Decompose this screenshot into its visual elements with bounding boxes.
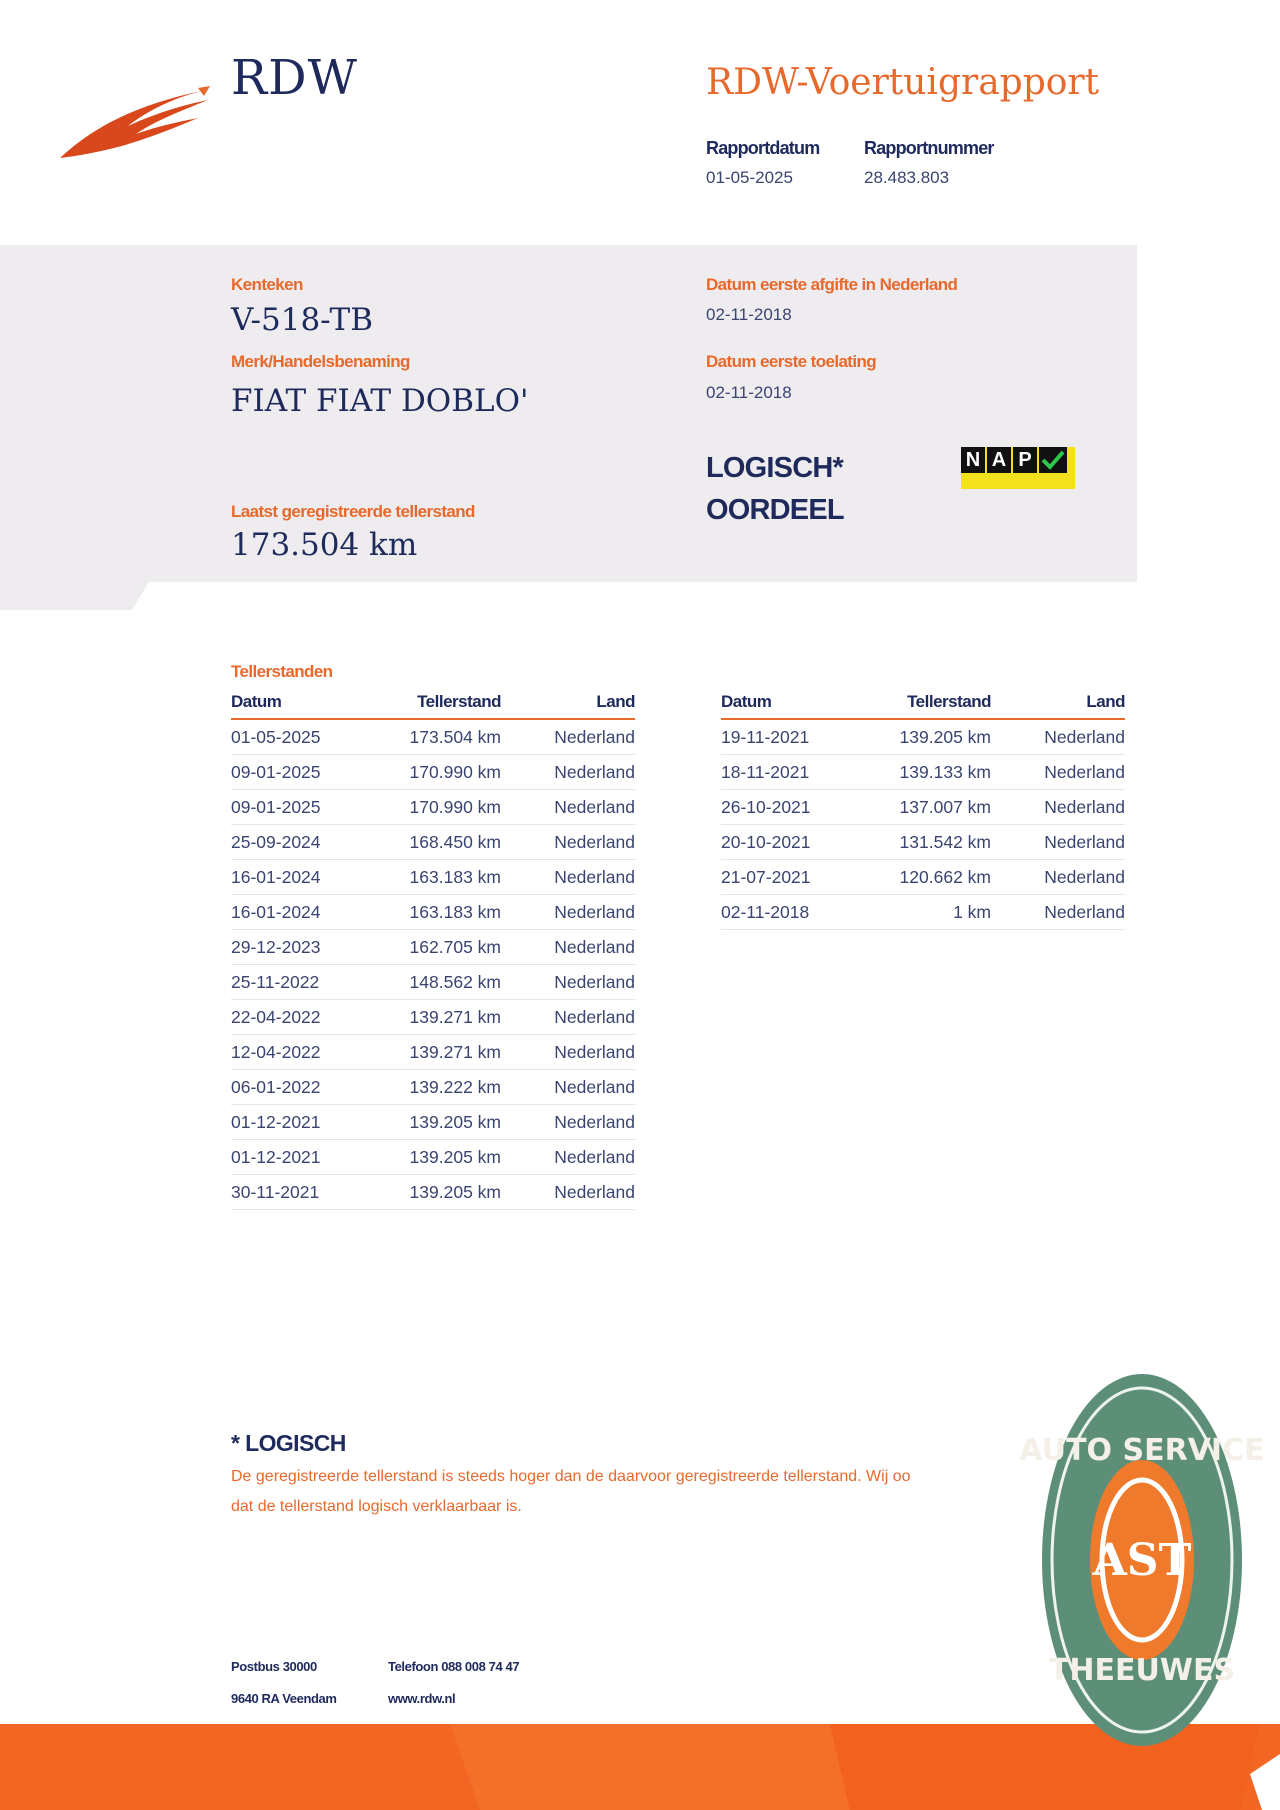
- row-reading: 137.007 km: [871, 790, 991, 825]
- stamp-bottom-text: THEEUWES: [1048, 1653, 1236, 1688]
- plate-value: V-518-TB: [231, 302, 374, 338]
- row-date: 19-11-2021: [721, 719, 871, 755]
- first-issue-value: 02-11-2018: [706, 305, 792, 324]
- row-date: 16-01-2024: [231, 895, 381, 930]
- row-country: Nederland: [501, 755, 635, 790]
- row-country: Nederland: [501, 825, 635, 860]
- row-date: 06-01-2022: [231, 1070, 381, 1105]
- row-country: Nederland: [501, 1000, 635, 1035]
- row-date: 01-12-2021: [231, 1105, 381, 1140]
- last-odometer-label: Laatst geregistreerde tellerstand: [231, 502, 475, 521]
- row-country: Nederland: [991, 825, 1125, 860]
- row-country: Nederland: [501, 930, 635, 965]
- row-reading: 170.990 km: [381, 790, 501, 825]
- row-reading: 163.183 km: [381, 860, 501, 895]
- row-reading: 139.271 km: [381, 1000, 501, 1035]
- odometer-section-title: Tellerstanden: [231, 662, 333, 681]
- first-admission-value: 02-11-2018: [706, 383, 792, 402]
- row-country: Nederland: [501, 860, 635, 895]
- footer-address2: 9640 RA Veendam: [231, 1691, 337, 1706]
- row-reading: 120.662 km: [871, 860, 991, 895]
- stamp-top-text: [1019, 1433, 1264, 1468]
- row-date: 25-09-2024: [231, 825, 381, 860]
- table-row: [231, 965, 635, 1000]
- table-row: [231, 825, 635, 860]
- table-row: [721, 755, 1125, 790]
- report-title: RDW-Voertuigrapport: [706, 62, 1100, 103]
- row-reading: 163.183 km: [381, 895, 501, 930]
- row-country: Nederland: [991, 895, 1125, 930]
- table-row: [231, 860, 635, 895]
- row-reading: 173.504 km: [381, 719, 501, 755]
- row-reading: 139.205 km: [381, 1105, 501, 1140]
- row-reading: 139.222 km: [381, 1070, 501, 1105]
- row-country: Nederland: [501, 895, 635, 930]
- ast-stamp-logo: [1019, 1370, 1265, 1750]
- report-date: 01-05-2025: [706, 168, 793, 187]
- table-row: [721, 860, 1125, 895]
- col-date: Datum: [231, 690, 381, 719]
- note-title: * LOGISCH: [231, 1430, 346, 1456]
- col-country: Land: [991, 690, 1125, 719]
- logo-text: RDW: [231, 50, 358, 106]
- make-label: Merk/Handelsbenaming: [231, 352, 410, 371]
- row-reading: 139.133 km: [871, 755, 991, 790]
- nap-letter: P: [1013, 447, 1037, 473]
- row-country: Nederland: [501, 1105, 635, 1140]
- row-date: 12-04-2022: [231, 1035, 381, 1070]
- col-date: Datum: [721, 690, 871, 719]
- footer-phone: Telefoon 088 008 74 47: [388, 1659, 520, 1674]
- checkmark-icon: [1039, 447, 1067, 473]
- vehicle-summary-panel: [0, 245, 1137, 582]
- panel-tail: [0, 580, 150, 610]
- row-date: 16-01-2024: [231, 860, 381, 895]
- table-row: [231, 755, 635, 790]
- row-country: Nederland: [501, 1140, 635, 1175]
- table-row: [231, 1175, 635, 1210]
- row-date: 30-11-2021: [231, 1175, 381, 1210]
- row-date: 02-11-2018: [721, 895, 871, 930]
- odometer-table-left: [231, 690, 635, 1210]
- table-row: [231, 930, 635, 965]
- report-number: 28.483.803: [864, 168, 950, 187]
- row-date: 29-12-2023: [231, 930, 381, 965]
- row-country: Nederland: [501, 1035, 635, 1070]
- stamp-top-tspan: AUTO SERVICE: [1019, 1433, 1265, 1468]
- table-row: [721, 825, 1125, 860]
- row-country: Nederland: [501, 790, 635, 825]
- last-odometer-value: 173.504 km: [231, 527, 418, 563]
- row-reading: 139.271 km: [381, 1035, 501, 1070]
- note-line2: dat de tellerstand logisch verklaarbaar is.: [231, 1498, 522, 1515]
- nap-letter: N: [961, 447, 985, 473]
- row-date: 25-11-2022: [231, 965, 381, 1000]
- table-row: [231, 1070, 635, 1105]
- table-row: [721, 790, 1125, 825]
- first-admission-label: Datum eerste toelating: [706, 352, 877, 371]
- col-reading: Tellerstand: [381, 690, 501, 719]
- first-issue-label: Datum eerste afgifte in Nederland: [706, 275, 958, 294]
- row-date: 18-11-2021: [721, 755, 871, 790]
- row-date: 26-10-2021: [721, 790, 871, 825]
- table-row: [231, 1000, 635, 1035]
- row-country: Nederland: [991, 719, 1125, 755]
- table-row: [231, 1140, 635, 1175]
- row-date: 01-12-2021: [231, 1140, 381, 1175]
- rdw-logo-icon: [58, 82, 213, 162]
- row-reading: 131.542 km: [871, 825, 991, 860]
- table-row: [721, 719, 1125, 755]
- make-value: FIAT FIAT DOBLO': [231, 383, 529, 419]
- row-date: 01-05-2025: [231, 719, 381, 755]
- verdict-line1: LOGISCH*: [706, 452, 843, 484]
- verdict-line2: OORDEEL: [706, 494, 844, 526]
- row-reading: 168.450 km: [381, 825, 501, 860]
- odometer-table-right: [721, 690, 1125, 930]
- row-country: Nederland: [991, 860, 1125, 895]
- col-country: Land: [501, 690, 635, 719]
- row-country: Nederland: [991, 755, 1125, 790]
- table-row: [231, 1105, 635, 1140]
- row-country: Nederland: [991, 790, 1125, 825]
- row-date: 21-07-2021: [721, 860, 871, 895]
- table-row: [231, 790, 635, 825]
- row-country: Nederland: [501, 719, 635, 755]
- row-reading: 139.205 km: [871, 719, 991, 755]
- row-country: Nederland: [501, 1175, 635, 1210]
- row-country: Nederland: [501, 1070, 635, 1105]
- nap-letter: A: [987, 447, 1011, 473]
- row-reading: 1 km: [871, 895, 991, 930]
- stamp-center-text: AST: [1092, 1535, 1192, 1586]
- table-row: [721, 895, 1125, 930]
- table-row: [231, 1035, 635, 1070]
- row-reading: 170.990 km: [381, 755, 501, 790]
- row-date: 09-01-2025: [231, 790, 381, 825]
- plate-label: Kenteken: [231, 275, 303, 294]
- row-reading: 148.562 km: [381, 965, 501, 1000]
- footer-address1: Postbus 30000: [231, 1659, 317, 1674]
- row-reading: 139.205 km: [381, 1140, 501, 1175]
- note-line1: De geregistreerde tellerstand is steeds hoger dan de daarvoor geregistreerde tellerstand. Wij oo: [231, 1468, 911, 1485]
- row-date: 09-01-2025: [231, 755, 381, 790]
- row-reading: 139.205 km: [381, 1175, 501, 1210]
- table-row: [231, 719, 635, 755]
- row-country: Nederland: [501, 965, 635, 1000]
- col-reading: Tellerstand: [871, 690, 991, 719]
- nap-badge: [961, 447, 1075, 489]
- report-date-label: Rapportdatum: [706, 138, 820, 158]
- row-date: 20-10-2021: [721, 825, 871, 860]
- footer-website: www.rdw.nl: [388, 1691, 456, 1706]
- report-number-label: Rapportnummer: [864, 138, 994, 158]
- row-reading: 162.705 km: [381, 930, 501, 965]
- row-date: 22-04-2022: [231, 1000, 381, 1035]
- table-row: [231, 895, 635, 930]
